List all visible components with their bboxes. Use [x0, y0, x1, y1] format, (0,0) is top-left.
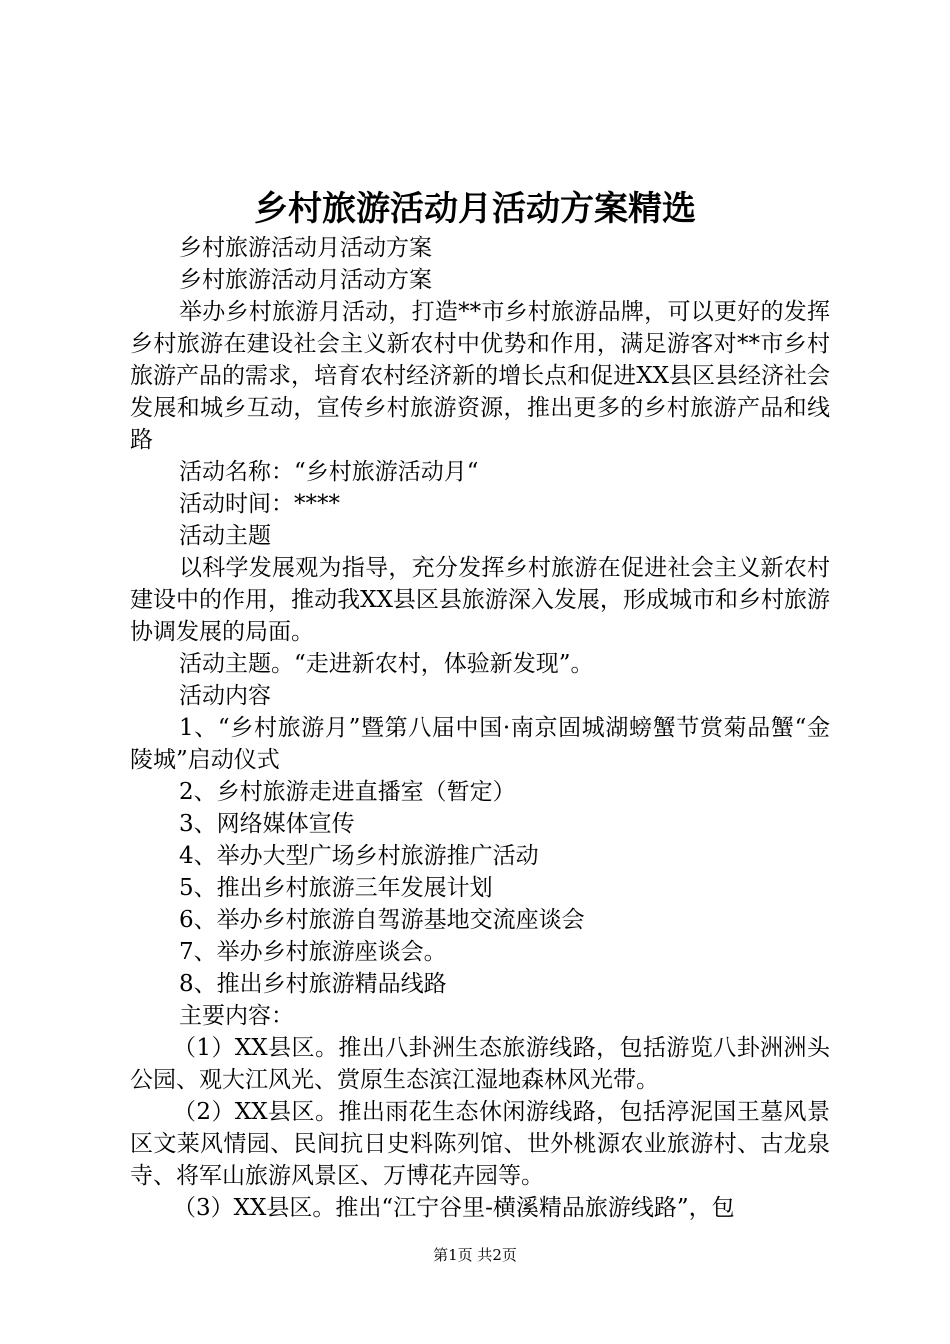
- list-item: 8、推出乡村旅游精品线路: [179, 971, 447, 997]
- paragraph: 活动时间：****: [179, 491, 340, 517]
- list-item: （2）XX县区。推出雨花生态休闲游线路，包括渟泥国王墓风景区文莱风情园、民间抗日史料陈列馆、世外桃源农业旅游村、古龙泉寺、将军山旅游风景区、万博花卉园等。: [130, 1099, 830, 1189]
- list-item: 3、网络媒体宣传: [179, 811, 355, 837]
- list-item: （3）XX县区。推出“江宁谷里-横溪精品旅游线路”，包: [173, 1195, 735, 1221]
- document-body: [130, 232, 830, 1224]
- document-title: 乡村旅游活动月活动方案精选: [254, 189, 696, 229]
- paragraph: 乡村旅游活动月活动方案: [179, 267, 432, 293]
- paragraph: 主要内容：: [179, 1003, 294, 1029]
- paragraph: 活动主题。“走进新农村，体验新发现”。: [179, 651, 594, 677]
- paragraph: 活动内容: [179, 683, 271, 709]
- paragraph: 以科学发展观为指导，充分发挥乡村旅游在促进社会主义新农村建设中的作用，推动我XX县区县旅游深入发展，形成城市和乡村旅游协调发展的局面。: [130, 555, 830, 645]
- list-item: 5、推出乡村旅游三年发展计划: [179, 875, 493, 901]
- page-number-footer: 第1页 共2页: [433, 1246, 517, 1264]
- paragraph: 乡村旅游活动月活动方案: [179, 235, 432, 261]
- list-item: 2、乡村旅游走进直播室（暂定）: [179, 779, 516, 805]
- paragraph: 活动主题: [179, 523, 271, 549]
- paragraph: 活动名称：“乡村旅游活动月“: [179, 459, 479, 485]
- paragraph: 举办乡村旅游月活动，打造**市乡村旅游品牌，可以更好的发挥乡村旅游在建设社会主义新农村中优势和作用，满足游客对**市乡村旅游产品的需求，培育农村经济新的增长点和促进XX县区县经济社会发展和城乡互动，宣传乡村旅游资源，推出更多的乡村旅游产品和线路: [130, 299, 830, 453]
- list-item: 7、举办乡村旅游座谈会。: [179, 939, 447, 965]
- list-item: 4、举办大型广场乡村旅游推广活动: [179, 843, 539, 869]
- list-item: 6、举办乡村旅游自驾游基地交流座谈会: [179, 907, 585, 933]
- list-item: 1、“乡村旅游月”暨第八届中国·南京固城湖螃蟹节赏菊品蟹“金陵城”启动仪式: [130, 715, 830, 773]
- list-item: （1）XX县区。推出八卦洲生态旅游线路，包括游览八卦洲洲头公园、观大江风光、赏原生态滨江湿地森林风光带。: [130, 1035, 830, 1093]
